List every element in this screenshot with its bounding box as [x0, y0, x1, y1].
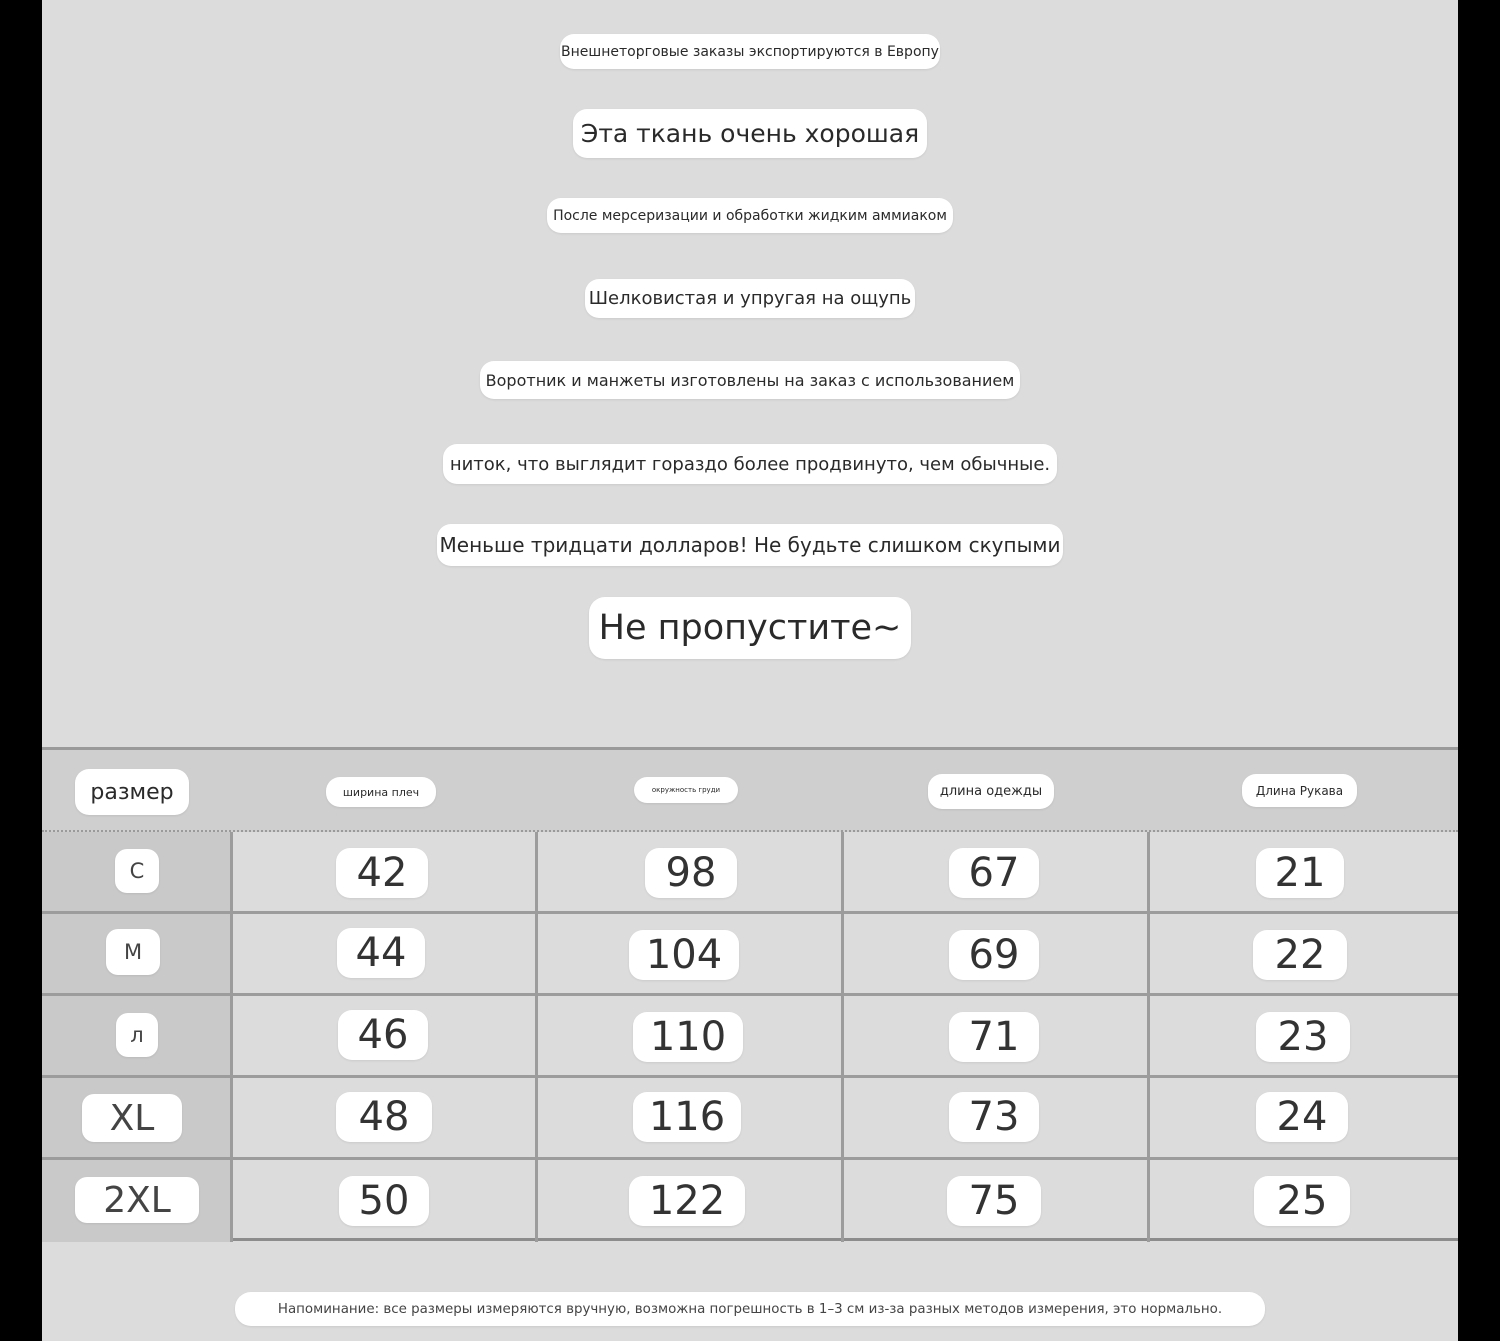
shoulder-cell	[233, 832, 538, 911]
shoulder-cell	[233, 914, 538, 993]
size-cell	[42, 1078, 233, 1157]
sleeve-value: 25	[1254, 1176, 1350, 1226]
size-label: л	[116, 1013, 158, 1057]
sleeve-cell	[1150, 914, 1458, 993]
length-value: 71	[949, 1012, 1039, 1062]
measurement-reminder: Напоминание: все размеры измеряются вручную, возможна погрешность в 1–3 см из-за разных методов измерения, это нормально.	[235, 1292, 1265, 1326]
length-value: 73	[949, 1092, 1039, 1142]
length-cell	[844, 832, 1150, 911]
size-label: M	[106, 929, 160, 975]
shoulder-value: 44	[337, 928, 425, 978]
chest-value: 116	[633, 1092, 741, 1142]
size-cell	[42, 996, 233, 1075]
size-label: 2XL	[75, 1177, 199, 1223]
header-sleeve: Длина Рукава	[1242, 774, 1357, 807]
chest-cell	[538, 914, 844, 993]
shoulder-cell	[233, 1078, 538, 1157]
sleeve-cell	[1150, 996, 1458, 1075]
length-value: 69	[949, 930, 1039, 980]
length-cell	[844, 914, 1150, 993]
size-table-header	[42, 750, 1458, 832]
sleeve-value: 21	[1256, 848, 1344, 898]
promo-line-2: Эта ткань очень хорошая	[573, 109, 927, 158]
promo-line-5: Воротник и манжеты изготовлены на заказ с использованием	[480, 361, 1020, 399]
table-row	[42, 1160, 1458, 1242]
sleeve-value: 22	[1253, 930, 1347, 980]
size-table	[42, 747, 1458, 1241]
shoulder-value: 48	[336, 1092, 432, 1142]
shoulder-cell	[233, 996, 538, 1075]
length-value: 67	[949, 848, 1039, 898]
promo-line-8: Не пропустите~	[589, 597, 911, 659]
chest-cell	[538, 832, 844, 911]
chest-value: 122	[629, 1176, 745, 1226]
size-cell	[42, 1160, 233, 1242]
promo-line-4: Шелковистая и упругая на ощупь	[585, 279, 915, 318]
size-cell	[42, 914, 233, 993]
sleeve-value: 24	[1256, 1092, 1348, 1142]
chest-cell	[538, 1078, 844, 1157]
table-row	[42, 996, 1458, 1078]
size-cell	[42, 832, 233, 911]
promo-line-7: Меньше тридцати долларов! Не будьте слишком скупыми	[437, 524, 1063, 566]
shoulder-cell	[233, 1160, 538, 1242]
shoulder-value: 46	[338, 1010, 428, 1060]
promo-line-6: ниток, что выглядит гораздо более продвинуто, чем обычные.	[443, 444, 1057, 484]
length-value: 75	[947, 1176, 1041, 1226]
header-chest: окружность груди	[634, 777, 738, 803]
header-shoulder: ширина плеч	[326, 777, 436, 807]
length-cell	[844, 1160, 1150, 1242]
shoulder-value: 50	[339, 1176, 429, 1226]
chest-cell	[538, 996, 844, 1075]
chest-cell	[538, 1160, 844, 1242]
table-row	[42, 1078, 1458, 1160]
header-length: длина одежды	[928, 774, 1054, 809]
chest-value: 110	[633, 1012, 743, 1062]
header-size: размер	[75, 769, 189, 815]
sleeve-cell	[1150, 1078, 1458, 1157]
promo-line-1: Внешнеторговые заказы экспортируются в Европу	[560, 34, 940, 69]
size-label: XL	[82, 1094, 182, 1142]
length-cell	[844, 1078, 1150, 1157]
promo-line-3: После мерсеризации и обработки жидким аммиаком	[547, 198, 953, 233]
sleeve-cell	[1150, 832, 1458, 911]
table-row	[42, 832, 1458, 914]
chest-value: 104	[629, 930, 739, 980]
size-label: C	[115, 849, 159, 893]
shoulder-value: 42	[336, 848, 428, 898]
length-cell	[844, 996, 1150, 1075]
sleeve-value: 23	[1256, 1012, 1350, 1062]
content-panel	[42, 0, 1458, 1341]
sleeve-cell	[1150, 1160, 1458, 1242]
chest-value: 98	[645, 848, 737, 898]
table-row	[42, 914, 1458, 996]
